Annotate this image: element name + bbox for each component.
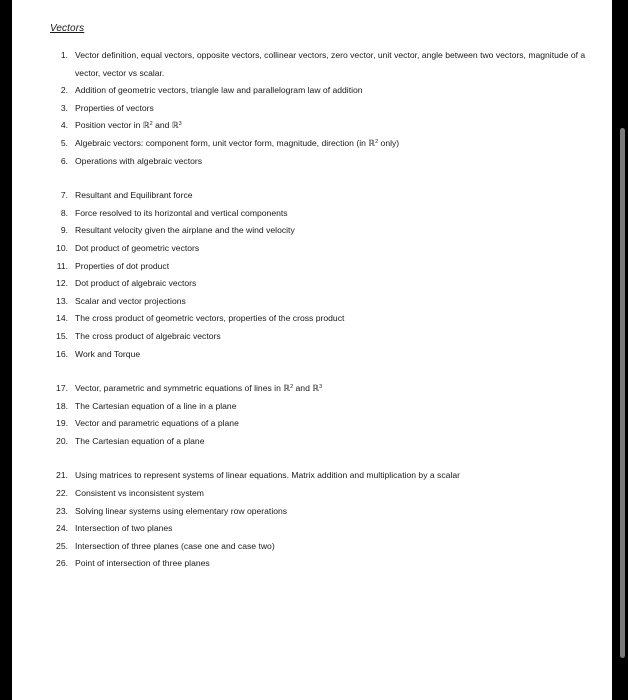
item-number: 10.: [56, 242, 68, 253]
item-text: Position vector in: [75, 120, 141, 131]
item-text-math: [75, 135, 598, 153]
item-number: 9.: [60, 225, 68, 236]
reals-symbol: ℝ: [171, 120, 179, 131]
list-item: [50, 187, 598, 205]
item-number: 1.: [60, 50, 68, 60]
item-text: Consistent vs inconsistent system: [75, 488, 204, 499]
item-number: 24.: [56, 523, 68, 534]
list-item: [50, 555, 598, 573]
item-text-math: [75, 117, 598, 135]
item-text: Dot product of geometric vectors: [75, 242, 200, 253]
item-number: 5.: [60, 137, 68, 148]
list-item: [50, 346, 598, 364]
reals-symbol: ℝ: [368, 137, 376, 148]
list-item: [50, 82, 598, 100]
item-number: 25.: [56, 540, 68, 551]
list-item: [50, 467, 598, 485]
item-number: 21.: [56, 470, 68, 481]
list-item: [50, 258, 598, 276]
item-number: 16.: [56, 348, 68, 359]
item-text: Work and Torque: [75, 348, 141, 359]
list-item: [50, 275, 598, 293]
item-text: Dot product of algebraic vectors: [75, 278, 197, 289]
list-item: [50, 520, 598, 538]
item-number: 19.: [56, 418, 68, 429]
power: 2: [375, 138, 379, 145]
list-item: [50, 222, 598, 240]
item-text: The cross product of algebraic vectors: [75, 330, 221, 341]
item-text: Addition of geometric vectors, triangle law and parallelogram law of addition: [75, 85, 363, 96]
item-text: Vector, parametric and symmetric equations of lines in: [75, 383, 281, 394]
item-number: 2.: [60, 85, 68, 96]
list-item: [50, 240, 598, 258]
conjunction: and: [295, 383, 310, 394]
scrollbar-thumb[interactable]: [620, 128, 625, 658]
group-spacer: [50, 450, 598, 467]
list-item: [50, 433, 598, 451]
item-text-math: [75, 380, 598, 398]
item-number: 18.: [56, 400, 68, 411]
item-number: 26.: [56, 558, 68, 569]
item-text: Operations with algebraic vectors: [75, 155, 203, 166]
conjunction: and: [155, 120, 170, 131]
item-number: 13.: [56, 295, 68, 306]
item-text: Solving linear systems using elementary row operations: [75, 505, 288, 516]
list-item: [50, 205, 598, 223]
list-item: [50, 153, 598, 171]
item-text: Vector definition, equal vectors, opposite vectors, collinear vectors, zero vector, unit vector, angle between two vectors, magnitude of a vector, vector vs scalar.: [75, 50, 586, 78]
list-item: [50, 293, 598, 311]
item-text: Scalar and vector projections: [75, 295, 186, 306]
item-number: 3.: [60, 102, 68, 113]
topic-list: [50, 47, 598, 573]
reals-symbol: ℝ: [142, 120, 150, 131]
group-spacer: [50, 170, 598, 187]
item-text: The Cartesian equation of a line in a plane: [75, 400, 237, 411]
group-spacer: [50, 363, 598, 380]
item-number: 7.: [60, 190, 68, 201]
list-item: [50, 538, 598, 556]
item-text: Algebraic vectors: component form, unit vector form, magnitude, direction (in: [75, 137, 366, 148]
item-text: Properties of vectors: [75, 102, 154, 113]
item-text: Force resolved to its horizontal and vertical components: [75, 207, 288, 218]
list-item: [50, 398, 598, 416]
item-text: Intersection of three planes (case one and case two): [75, 540, 275, 551]
item-number: 12.: [56, 278, 68, 289]
item-tail: only): [380, 137, 400, 148]
item-text: Resultant and Equilibrant force: [75, 190, 193, 201]
list-item: [50, 135, 598, 153]
list-item: [50, 100, 598, 118]
item-number: 17.: [56, 383, 68, 394]
power: 2: [290, 384, 294, 391]
item-number: 23.: [56, 505, 68, 516]
item-text: Intersection of two planes: [75, 523, 173, 534]
power: 2: [149, 121, 153, 128]
document-page: [12, 0, 612, 700]
reals-symbol: ℝ: [283, 383, 291, 394]
list-item: [50, 485, 598, 503]
list-item: [50, 117, 598, 135]
item-text: The cross product of geometric vectors, properties of the cross product: [75, 313, 345, 324]
list-item: [50, 503, 598, 521]
list-item: [50, 380, 598, 398]
item-number: 14.: [56, 313, 68, 324]
item-text: The Cartesian equation of a plane: [75, 435, 205, 446]
item-text: Resultant velocity given the airplane and the wind velocity: [75, 225, 295, 236]
item-number: 15.: [56, 330, 68, 341]
reals-symbol: ℝ: [312, 383, 320, 394]
power: 3: [178, 121, 182, 128]
item-number: 6.: [60, 155, 68, 166]
item-number: 11.: [56, 260, 68, 271]
item-text: Vector and parametric equations of a plane: [75, 418, 239, 429]
list-item: [50, 415, 598, 433]
item-number: 8.: [60, 207, 68, 218]
item-text: Point of intersection of three planes: [75, 558, 210, 569]
list-item: [50, 310, 598, 328]
document-title: Vectors: [50, 23, 85, 34]
item-text: Properties of dot product: [75, 260, 170, 271]
power: 3: [319, 384, 323, 391]
item-number: 4.: [60, 120, 68, 131]
item-number: 20.: [56, 435, 68, 446]
list-item: [50, 47, 598, 82]
item-text: Using matrices to represent systems of linear equations. Matrix addition and multiplication by a scalar: [75, 470, 460, 481]
list-item: [50, 328, 598, 346]
item-number: 22.: [56, 488, 68, 499]
